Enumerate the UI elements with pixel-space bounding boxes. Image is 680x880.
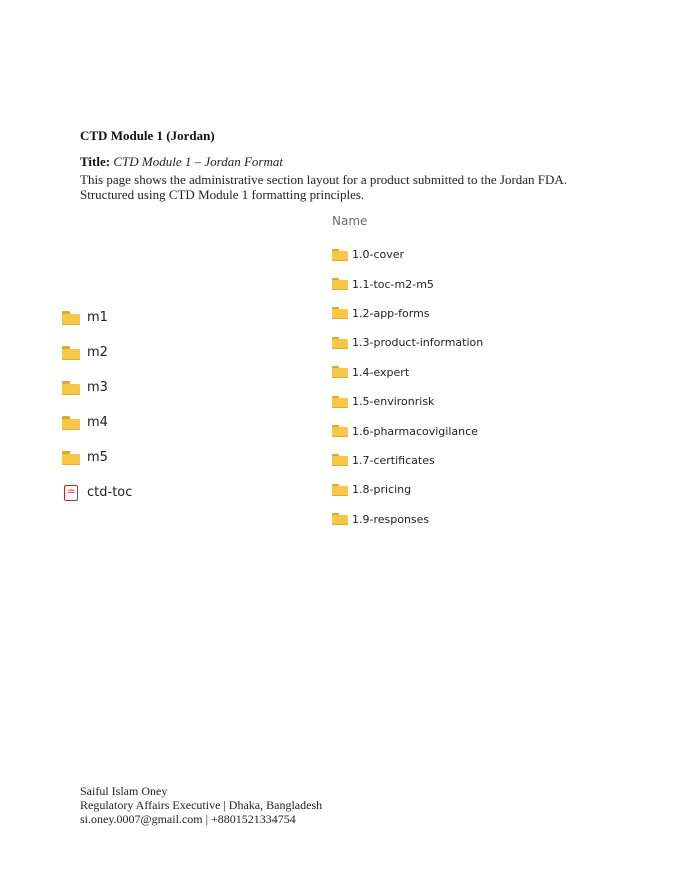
column-header-name[interactable]: Name — [332, 214, 368, 228]
folder-icon — [62, 381, 80, 395]
folder-icon — [62, 451, 80, 465]
folder-icon — [332, 366, 348, 378]
folder-icon — [332, 278, 348, 290]
right-explorer — [332, 214, 552, 534]
explorer-item-1-8-pricing[interactable] — [332, 475, 552, 504]
explorer-item-m2[interactable] — [62, 335, 212, 370]
item-label: ctd-toc — [87, 485, 133, 500]
explorer-item-1-2-app-forms[interactable] — [332, 299, 552, 328]
explorer-item-m4[interactable] — [62, 405, 212, 440]
author-name: Saiful Islam Oney — [80, 784, 168, 798]
item-label: m2 — [87, 345, 108, 360]
explorer-item-1-5-environrisk[interactable] — [332, 387, 552, 416]
item-label: 1.7-certificates — [352, 453, 435, 467]
item-label: m4 — [87, 415, 108, 430]
folder-list — [332, 240, 552, 534]
author-role: Regulatory Affairs Executive | Dhaka, Bangladesh — [80, 798, 323, 812]
folder-icon — [62, 311, 80, 325]
item-label: 1.2-app-forms — [352, 306, 430, 320]
title-label: Title: — [80, 154, 111, 169]
explorer-item-m5[interactable] — [62, 440, 212, 475]
folder-icon — [332, 307, 348, 319]
explorer-item-1-4-expert[interactable] — [332, 358, 552, 387]
folder-icon — [332, 484, 348, 496]
folder-icon — [62, 346, 80, 360]
pdf-icon: ♒ — [64, 485, 78, 501]
explorer-item-1-6-pharmacovigilance[interactable] — [332, 416, 552, 445]
item-label: 1.5-environrisk — [352, 395, 435, 409]
explorer-item-m1[interactable] — [62, 300, 212, 335]
explorer-item-1-7-certificates[interactable] — [332, 446, 552, 475]
item-label: 1.6-pharmacovigilance — [352, 424, 478, 438]
folder-icon — [332, 454, 348, 466]
explorer-item-m3[interactable] — [62, 370, 212, 405]
explorer-item-1-9-responses[interactable] — [332, 505, 552, 534]
document-description: This page shows the administrative section layout for a product submitted to the Jordan FDA. Structured using CTD Module 1 formatting principles. — [80, 172, 568, 202]
author-contact: si.oney.0007@gmail.com | +8801521334754 — [80, 812, 296, 826]
explorer-item-1-1-toc[interactable] — [332, 269, 552, 298]
explorer-item-1-0-cover[interactable] — [332, 240, 552, 269]
item-label: 1.0-cover — [352, 248, 405, 262]
folder-icon — [332, 396, 348, 408]
item-label: 1.3-product-information — [352, 336, 484, 350]
item-label: 1.4-expert — [352, 365, 410, 379]
item-label: 1.8-pricing — [352, 483, 412, 497]
folder-icon — [332, 337, 348, 349]
footer — [80, 784, 322, 826]
page-heading: CTD Module 1 (Jordan) — [80, 128, 215, 143]
folder-icon — [332, 425, 348, 437]
item-label: m1 — [87, 310, 108, 325]
left-explorer — [62, 300, 212, 510]
folder-icon — [62, 416, 80, 430]
title-value: CTD Module 1 – Jordan Format — [113, 154, 283, 169]
item-label: m5 — [87, 450, 108, 465]
explorer-item-ctd-toc[interactable] — [62, 475, 212, 510]
item-label: 1.9-responses — [352, 512, 430, 526]
item-label: m3 — [87, 380, 108, 395]
folder-icon — [332, 513, 348, 525]
item-label: 1.1-toc-m2-m5 — [352, 277, 434, 291]
document-title — [80, 155, 283, 168]
explorer-item-1-3-product-information[interactable] — [332, 328, 552, 357]
folder-icon — [332, 249, 348, 261]
